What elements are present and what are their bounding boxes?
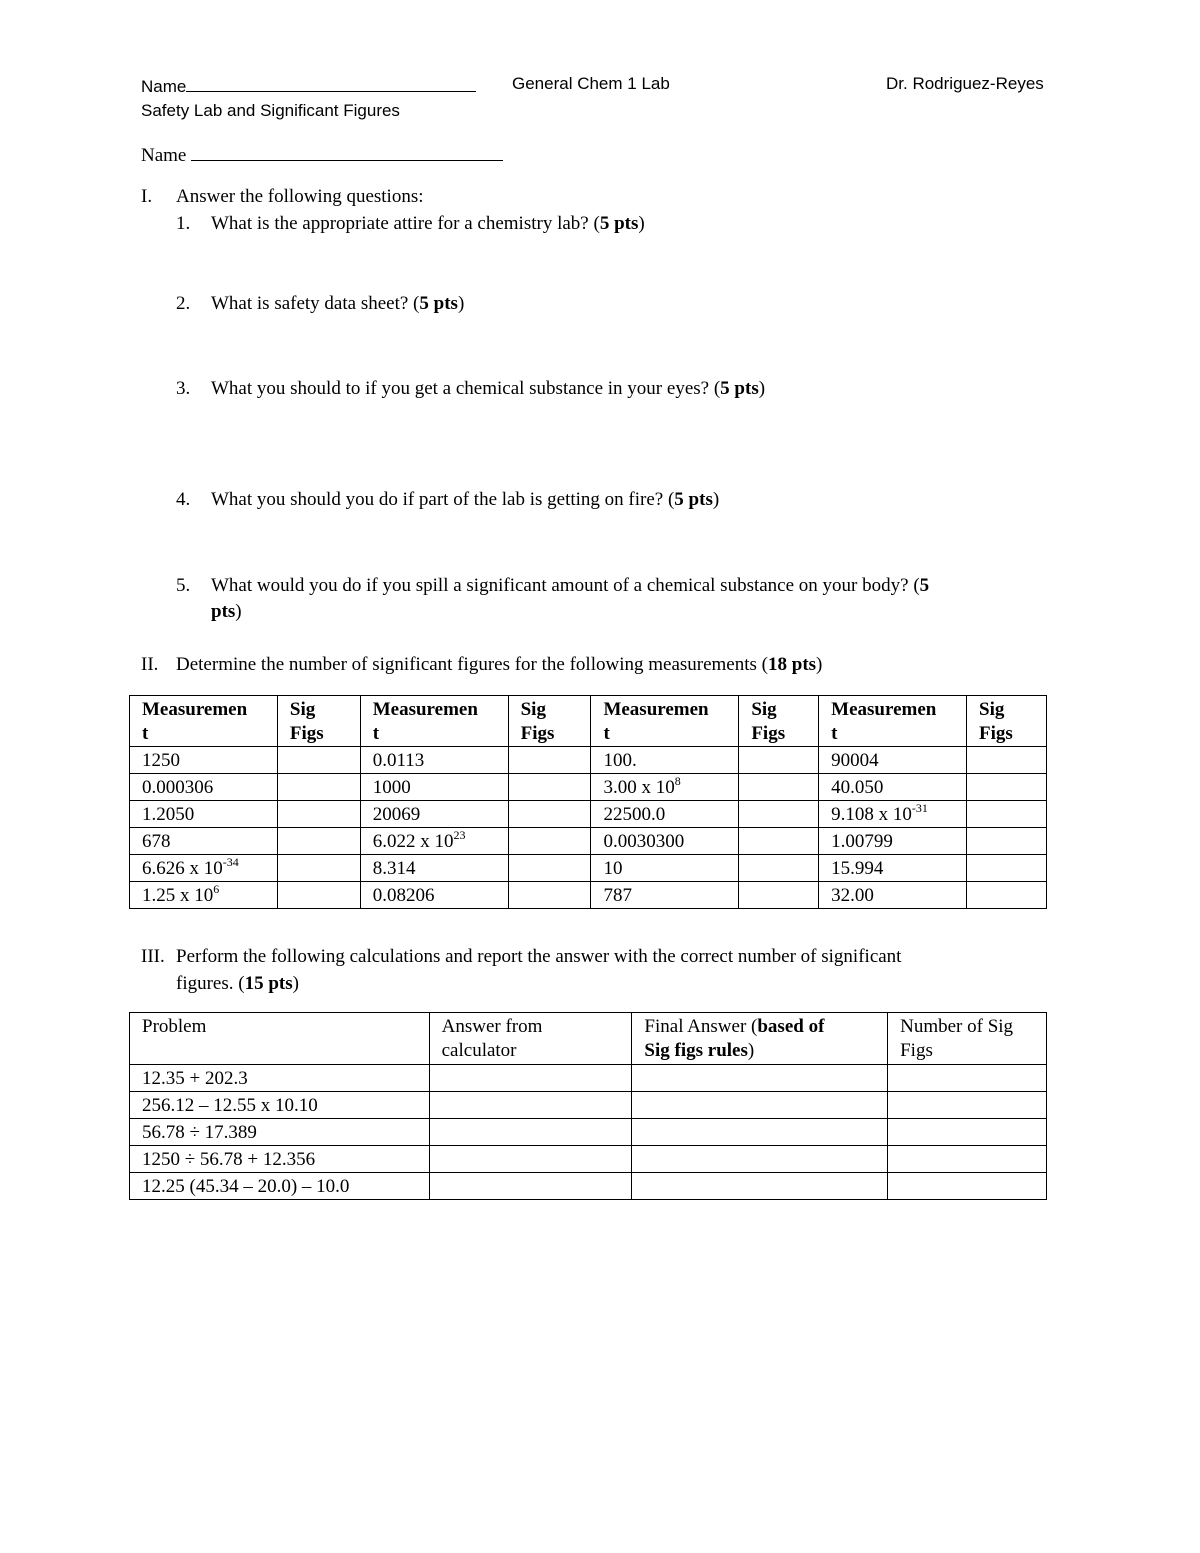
measurement-cell: 100. [591, 747, 739, 774]
measurement-cell: 6.626 x $10^{-34}$ [130, 855, 278, 882]
final-answer-cell[interactable] [632, 1065, 888, 1092]
table-row [130, 828, 1047, 855]
table-row [130, 1146, 1047, 1173]
sig-figs-answer-cell[interactable] [277, 747, 360, 774]
measurement-cell: 40.050 [819, 774, 967, 801]
sig-figs-answer-cell[interactable] [967, 882, 1047, 909]
measurement-cell: 15.994 [819, 855, 967, 882]
sig-figs-count-cell[interactable] [888, 1173, 1047, 1200]
problem-cell: 1250 ÷ 56.78 + 12.356 [130, 1146, 430, 1173]
column-header-final-answer: Final Answer (based of Sig figs rules) [632, 1013, 888, 1065]
name-label: Name [141, 77, 187, 96]
sig-figs-answer-cell[interactable] [739, 774, 819, 801]
sig-figs-answer-cell[interactable] [739, 801, 819, 828]
measurement-cell: 0.000306 [130, 774, 278, 801]
measurement-cell: 678 [130, 828, 278, 855]
lab-subtitle: Safety Lab and Significant Figures [141, 101, 400, 120]
measurement-cell: 8.314 [360, 855, 508, 882]
sig-table-header-row [130, 696, 1047, 747]
sig-figs-answer-cell[interactable] [967, 747, 1047, 774]
measurement-cell: 6.022 x $10^{23}$ [360, 828, 508, 855]
section-2-heading: Determine the number of significant figures for the following measurements (18 pts) [176, 654, 823, 675]
name-blank[interactable] [186, 74, 476, 92]
sig-figs-answer-cell[interactable] [508, 801, 591, 828]
sig-figs-table [129, 695, 1047, 909]
measurement-cell: 0.08206 [360, 882, 508, 909]
column-header-measurement: Measuremen t [819, 696, 967, 747]
column-header-measurement: Measuremen t [130, 696, 278, 747]
course-title: General Chem 1 Lab [512, 74, 670, 93]
sig-figs-answer-cell[interactable] [739, 855, 819, 882]
table-row [130, 774, 1047, 801]
final-answer-cell[interactable] [632, 1173, 888, 1200]
sig-figs-count-cell[interactable] [888, 1065, 1047, 1092]
measurement-cell: 90004 [819, 747, 967, 774]
sig-figs-answer-cell[interactable] [508, 882, 591, 909]
sig-figs-answer-cell[interactable] [508, 828, 591, 855]
question-5-number: 5. [176, 575, 191, 596]
sig-figs-answer-cell[interactable] [967, 801, 1047, 828]
column-header-sig-figs: Sig Figs [277, 696, 360, 747]
column-header-calculator-answer: Answer from calculator [429, 1013, 632, 1065]
section-2-numeral: II. [141, 654, 159, 675]
calculations-table [129, 1012, 1047, 1200]
measurement-cell: 787 [591, 882, 739, 909]
calculator-answer-cell[interactable] [429, 1065, 632, 1092]
question-1: What is the appropriate attire for a chemistry lab? (5 pts) [211, 213, 645, 234]
sig-figs-answer-cell[interactable] [508, 774, 591, 801]
sig-figs-answer-cell[interactable] [277, 855, 360, 882]
section-1-heading: Answer the following questions: [176, 186, 424, 207]
question-5-line-2: pts) [211, 601, 242, 622]
section-3-numeral: III. [141, 946, 165, 967]
table-row [130, 855, 1047, 882]
name-line-header [141, 74, 476, 97]
name-blank-2[interactable] [191, 143, 503, 161]
question-4: What you should you do if part of the lab is getting on fire? (5 pts) [211, 489, 720, 510]
measurement-cell: 1.25 x $10^6$ [130, 882, 278, 909]
table-row [130, 1065, 1047, 1092]
column-header-measurement: Measuremen t [591, 696, 739, 747]
table-row [130, 1173, 1047, 1200]
instructor-name: Dr. Rodriguez-Reyes [886, 74, 1044, 93]
table-row [130, 801, 1047, 828]
measurement-cell: 10 [591, 855, 739, 882]
sig-figs-answer-cell[interactable] [967, 828, 1047, 855]
sig-figs-answer-cell[interactable] [508, 747, 591, 774]
question-1-number: 1. [176, 213, 191, 234]
sig-figs-answer-cell[interactable] [739, 747, 819, 774]
sig-figs-answer-cell[interactable] [277, 882, 360, 909]
problem-cell: 12.25 (45.34 – 20.0) – 10.0 [130, 1173, 430, 1200]
problem-cell: 12.35 + 202.3 [130, 1065, 430, 1092]
final-answer-cell[interactable] [632, 1092, 888, 1119]
question-5: What would you do if you spill a significant amount of a chemical substance on your body? (5 [211, 575, 930, 596]
column-header-sig-figs: Sig Figs [967, 696, 1047, 747]
table-row [130, 882, 1047, 909]
sig-figs-answer-cell[interactable] [277, 828, 360, 855]
problem-cell: 256.12 – 12.55 x 10.10 [130, 1092, 430, 1119]
sig-figs-answer-cell[interactable] [739, 828, 819, 855]
measurement-cell: 9.108 x $10^{-31}$ [819, 801, 967, 828]
sig-figs-count-cell[interactable] [888, 1119, 1047, 1146]
section-3-heading: Perform the following calculations and report the answer with the correct number of significant [176, 946, 902, 967]
measurement-cell: 20069 [360, 801, 508, 828]
measurement-cell: 3.00 x $10^8$ [591, 774, 739, 801]
column-header-measurement: Measuremen t [360, 696, 508, 747]
column-header-sig-figs: Sig Figs [508, 696, 591, 747]
section-1-numeral: I. [141, 186, 153, 207]
calculator-answer-cell[interactable] [429, 1173, 632, 1200]
final-answer-cell[interactable] [632, 1146, 888, 1173]
name-line-2 [141, 143, 503, 167]
column-header-problem: Problem [130, 1013, 430, 1065]
measurement-cell: 0.0113 [360, 747, 508, 774]
sig-figs-answer-cell[interactable] [277, 774, 360, 801]
sig-figs-answer-cell[interactable] [967, 774, 1047, 801]
measurement-cell: 1250 [130, 747, 278, 774]
section-3-heading-line-2: figures. (15 pts) [176, 973, 299, 994]
column-header-number-of-sig-figs: Number of Sig Figs [888, 1013, 1047, 1065]
sig-figs-count-cell[interactable] [888, 1092, 1047, 1119]
measurement-cell: 0.0030300 [591, 828, 739, 855]
measurement-cell: 1000 [360, 774, 508, 801]
table-row [130, 1119, 1047, 1146]
sig-figs-answer-cell[interactable] [508, 855, 591, 882]
name-label-2: Name [141, 145, 187, 166]
problem-cell: 56.78 ÷ 17.389 [130, 1119, 430, 1146]
measurement-cell: 22500.0 [591, 801, 739, 828]
question-2-number: 2. [176, 293, 191, 314]
measurement-cell: 1.2050 [130, 801, 278, 828]
table-row [130, 747, 1047, 774]
calculator-answer-cell[interactable] [429, 1119, 632, 1146]
question-3-number: 3. [176, 378, 191, 399]
table-row [130, 1092, 1047, 1119]
final-answer-cell[interactable] [632, 1119, 888, 1146]
calc-table-header-row [130, 1013, 1047, 1065]
calculator-answer-cell[interactable] [429, 1092, 632, 1119]
question-4-number: 4. [176, 489, 191, 510]
measurement-cell: 32.00 [819, 882, 967, 909]
sig-figs-answer-cell[interactable] [967, 855, 1047, 882]
column-header-sig-figs: Sig Figs [739, 696, 819, 747]
calculator-answer-cell[interactable] [429, 1146, 632, 1173]
question-2: What is safety data sheet? (5 pts) [211, 293, 465, 314]
sig-figs-answer-cell[interactable] [277, 801, 360, 828]
question-3: What you should to if you get a chemical substance in your eyes? (5 pts) [211, 378, 766, 399]
sig-figs-count-cell[interactable] [888, 1146, 1047, 1173]
sig-figs-answer-cell[interactable] [739, 882, 819, 909]
measurement-cell: 1.00799 [819, 828, 967, 855]
